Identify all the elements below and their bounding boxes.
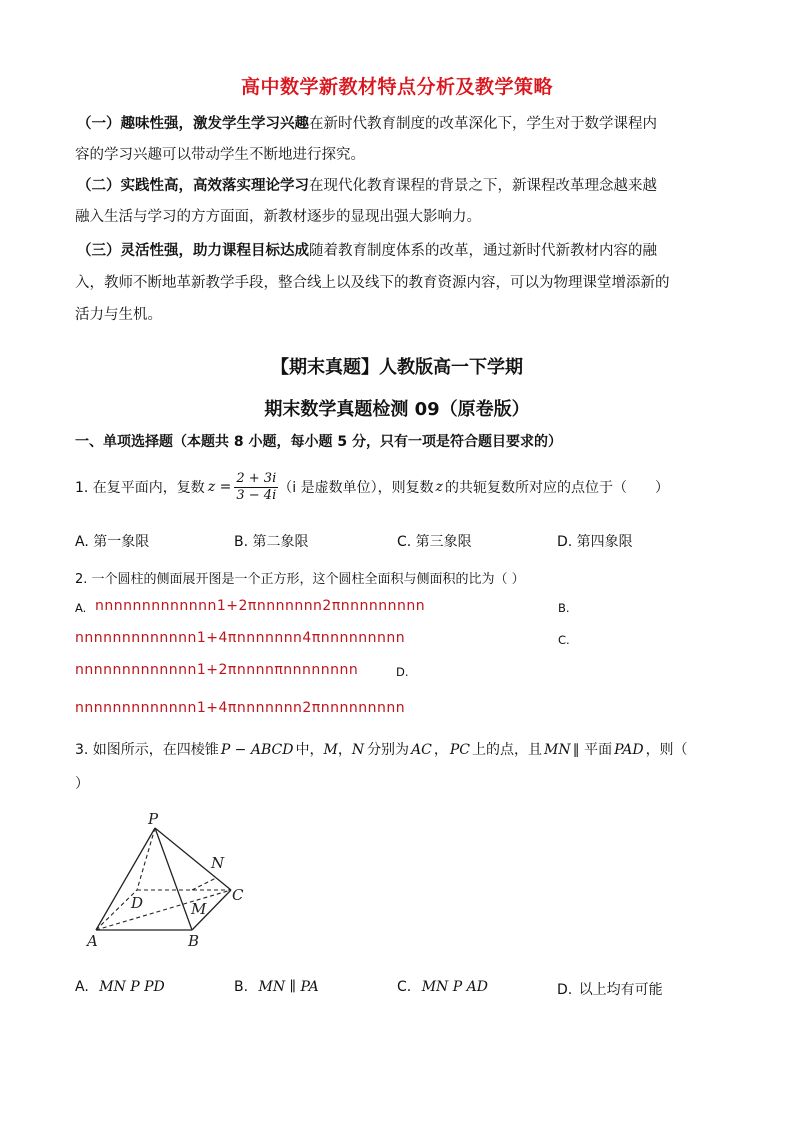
- q1-prefix: 1. 在复平面内，复数: [75, 480, 205, 496]
- q2-option-d-label[interactable]: D.: [396, 665, 409, 679]
- q3-option-c[interactable]: [397, 979, 488, 995]
- intro-text-3c: 活力与生机。: [75, 307, 162, 323]
- q1-denominator: 3 − 4i: [236, 487, 277, 503]
- intro-text-3a: 随着教育制度体系的改革，通过新时代新教材内容的融: [309, 243, 657, 259]
- q3-option-a-math: MN P PD: [99, 979, 165, 995]
- q3-pabcd: P − ABCD: [220, 742, 294, 758]
- q1-option-d[interactable]: D. 第四象限: [557, 534, 633, 550]
- label-a: A: [87, 932, 98, 950]
- q1-suffix-b: 的共轭复数所对应的点位于（ ）: [444, 480, 669, 496]
- q3-pc: PC: [449, 742, 471, 758]
- q3-n: N: [351, 742, 365, 758]
- q3-text-b: 中，: [295, 742, 324, 758]
- q3-option-b-label: B.: [234, 979, 249, 995]
- exam-title-2: 期末数学真题检测 09（原卷版）: [264, 399, 530, 420]
- q2-option-c-label[interactable]: C.: [558, 633, 570, 647]
- label-d: D: [131, 894, 144, 912]
- q1-suffix-a: （i 是虚数单位），则复数: [278, 480, 434, 496]
- q3-text-d: 上的点，且: [472, 742, 543, 758]
- q3-comma: ，: [337, 742, 352, 758]
- q2-option-b-text: nnnnnnnnnnnnn1+4πnnnnnnn4πnnnnnnnnn: [75, 630, 406, 646]
- q3-option-b[interactable]: [234, 979, 319, 995]
- intro-line: [77, 171, 657, 202]
- intro-label-2: （二）实践性高，高效落实理论学习: [77, 178, 309, 194]
- q2-option-d-text: nnnnnnnnnnnnn1+4πnnnnnnn2πnnnnnnnnn: [75, 700, 406, 716]
- intro-text-1b: 容的学习兴趣可以带动学生不断地进行探究。: [75, 147, 365, 163]
- label-n: N: [211, 854, 225, 872]
- intro-text-2a: 在现代化教育课程的背景之下，新课程改革理念越来越: [309, 178, 657, 194]
- q1-option-c[interactable]: C. 第三象限: [397, 534, 472, 550]
- q3-mn: MN: [544, 742, 571, 758]
- q1-option-b[interactable]: B. 第二象限: [234, 534, 309, 550]
- pyramid-figure: [80, 810, 260, 950]
- q3-text-f: ，则（: [645, 742, 688, 758]
- label-b: B: [188, 932, 200, 950]
- question-2: 2. 一个圆柱的侧面展开图是一个正方形，这个圆柱全面积与侧面积的比为（ ）: [75, 572, 525, 587]
- q3-option-c-label: C.: [397, 979, 412, 995]
- q3-option-c-math: MN P AD: [421, 979, 488, 995]
- intro-text-1a: 在新时代教育制度的改革深化下，学生对于数学课程内: [309, 116, 657, 132]
- q1-numerator: 2 + 3i: [236, 470, 277, 486]
- edge-pd: [137, 828, 155, 890]
- q1-z2: z: [435, 479, 443, 495]
- q3-option-d-text: 以上均有可能: [578, 982, 663, 998]
- q3-option-a[interactable]: [75, 979, 165, 995]
- label-c: C: [232, 886, 244, 904]
- question-3: [75, 739, 688, 759]
- exam-title-1: 【期末真题】人教版高一下学期: [271, 357, 523, 378]
- q2-option-b-label[interactable]: B.: [558, 601, 570, 615]
- question-3-close: ）: [75, 776, 89, 792]
- section-header: 一、单项选择题（本题共 8 小题，每小题 5 分，只有一项是符合题目要求的）: [75, 434, 562, 450]
- q3-ac: AC: [411, 742, 432, 758]
- document-title: 高中数学新教材特点分析及教学策略: [240, 76, 553, 98]
- q3-text-c: 分别为: [367, 742, 410, 758]
- q3-text-a: 3. 如图所示，在四棱锥: [75, 742, 219, 758]
- q3-comma-2: ，: [433, 742, 448, 758]
- q1-fraction: [234, 471, 278, 504]
- intro-label-3: （三）灵活性强，助力课程目标达成: [77, 243, 309, 259]
- q2-option-a-label[interactable]: A.: [75, 601, 87, 615]
- intro-line: [77, 109, 657, 140]
- q2-option-c-text: nnnnnnnnnnnnn1+2πnnnnπnnnnnnnn: [75, 662, 359, 678]
- q3-m: M: [323, 742, 338, 758]
- intro-text-2b: 融入生活与学习的方方面面，新教材逐步的显现出强大影响力。: [75, 209, 481, 225]
- q3-option-d[interactable]: [557, 979, 663, 999]
- q3-option-d-label: D.: [557, 982, 573, 998]
- q1-option-a[interactable]: A. 第一象限: [75, 534, 150, 550]
- q3-text-e: ∥ 平面: [572, 742, 613, 758]
- q1-z: z =: [207, 479, 232, 495]
- label-m: M: [191, 900, 207, 918]
- segment-mn: [192, 878, 216, 890]
- question-1: [75, 466, 669, 508]
- label-p: P: [148, 810, 159, 828]
- intro-line: [77, 236, 657, 267]
- q3-option-a-label: A.: [75, 979, 89, 995]
- intro-label-1: （一）趣味性强，激发学生学习兴趣: [77, 116, 309, 132]
- q3-pad: PAD: [614, 742, 644, 758]
- intro-text-3b: 入，教师不断地革新教学手段，整合线上以及线下的教育资源内容，可以为物理课堂增添新的: [75, 275, 670, 291]
- q2-option-a-text: nnnnnnnnnnnnn1+2πnnnnnnn2πnnnnnnnnn: [95, 598, 426, 614]
- q3-option-b-math: MN ∥ PA: [258, 979, 319, 995]
